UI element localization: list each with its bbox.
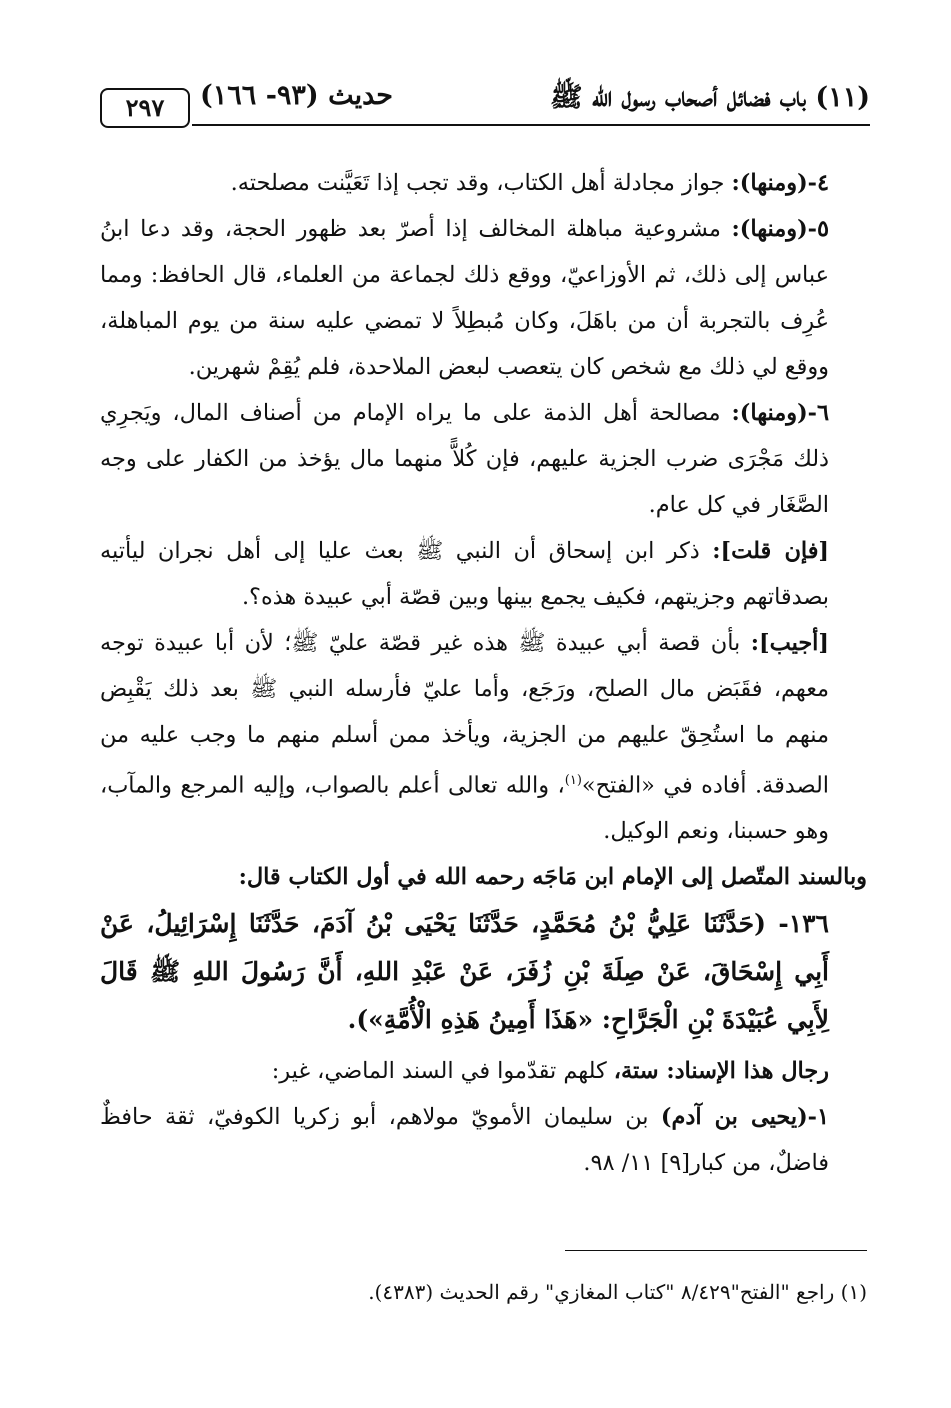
answer-paragraph: [أجيب]: بأن قصة أبي عبيدة ﷺ هذه غير قصّة عليّ ﷺ؛ لأن أبا عبيدة توجه معهم، فقَبَض مال الصلح، ورَجَع، وأما عليّ فأرسله النبي ﷺ بعد ذلك يَقْبِض منهم ما استُحِقّ عليهم من الجزية، ويأخذ ممن أسلم منهم ما وجب عليه من الصدقة. أفاده في «الفتح»$^{(١)}$، والله تعالى أعلم بالصواب، وإليه المرجع والمآب، وهو حسبنا، ونعم الوكيل. bbox=[100, 630, 829, 845]
narrator-1: ١-(يحيى بن آدم) بن سليمان الأمويّ مولاهم، أبو زكريا الكوفيّ، ثقة حافظٌ فاضلٌ، من كبار[٩] ١١/ ٩٨. bbox=[100, 1104, 830, 1177]
question-paragraph: [فإن قلت]: ذكر ابن إسحاق أن النبي ﷺ بعث عليا إلى أهل نجران ليأتيه بصدقاتهم وجزيتهم، فكيف يجمع بينها وبين قصّة أبي عبيدة هذه؟. bbox=[100, 538, 830, 610]
page-body bbox=[100, 160, 867, 1186]
rijal-heading: رجال هذا الإسناد: ستة، كلهم تقدّموا في السند الماضي، غير: bbox=[271, 1058, 829, 1085]
isnad-intro: وبالسند المتّصل إلى الإمام ابن مَاجَه رحمه الله في أول الكتاب قال: bbox=[238, 864, 867, 891]
hadith-text: ١٣٦- (حَدَّثَنَا عَلِيُّ بْنُ مُحَمَّدٍ، حَدَّثَنَا يَحْيَى بْنُ آدَمَ، حَدَّثَنَا إِسْرَائِيلُ، عَنْ أَبِي إِسْحَاقَ، عَنْ صِلَةَ بْنِ زُفَرَ، عَنْ عَبْدِ اللهِ، أَنَّ رَسُولَ اللهِ ﷺ قَالَ لِأَبِي عُبَيْدَةَ بْنِ الْجَرَّاحِ: «هَذَا أَمِينُ هَذِهِ الْأُمَّةِ»). bbox=[100, 909, 829, 1035]
header-rule bbox=[192, 124, 870, 126]
point-5: ٥-(ومنها): مشروعية مباهلة المخالف إذا أصرّ بعد ظهور الحجة، وقد دعا ابنُ عباس إلى ذلك، ثم الأوزاعيّ، ووقع ذلك لجماعة من العلماء، قال الحافظ: ومما عُرِف بالتجربة أن من باهَلَ، وكان مُبطِلاً لا تمضي عليه سنة من يوم المباهلة، ووقع لي ذلك مع شخص كان يتعصب لبعض الملاحدة، فلم يُقِمْ شهرين. bbox=[100, 216, 829, 380]
footnote-rule bbox=[565, 1250, 867, 1251]
hadith-range: حديث (٩٣- ١٦٦) bbox=[200, 80, 393, 111]
chapter-title: (١١) باب فضائل أصحاب رسول الله ﷺ bbox=[549, 82, 870, 113]
footnote: (١) راجع "الفتح"٨/٤٢٩ "كتاب المغازي" رقم الحديث (٤٣٨٣). bbox=[368, 1280, 867, 1304]
page-header bbox=[100, 80, 870, 132]
footnote-marker: (١) bbox=[564, 773, 582, 788]
point-6: ٦-(ومنها): مصالحة أهل الذمة على ما يراه الإمام من أصناف المال، ويَجرِي ذلك مَجْرَى ضرب الجزية عليهم، فإن كُلاًّ منهما مال يؤخذ من الكفار على وجه الصَّغَار في كل عام. bbox=[100, 400, 829, 518]
point-4: ٤-(ومنها): جواز مجادلة أهل الكتاب، وقد تجب إذا تَعَيَّنت مصلحته. bbox=[230, 170, 829, 196]
page-number: ٢٩٧ bbox=[100, 88, 190, 128]
